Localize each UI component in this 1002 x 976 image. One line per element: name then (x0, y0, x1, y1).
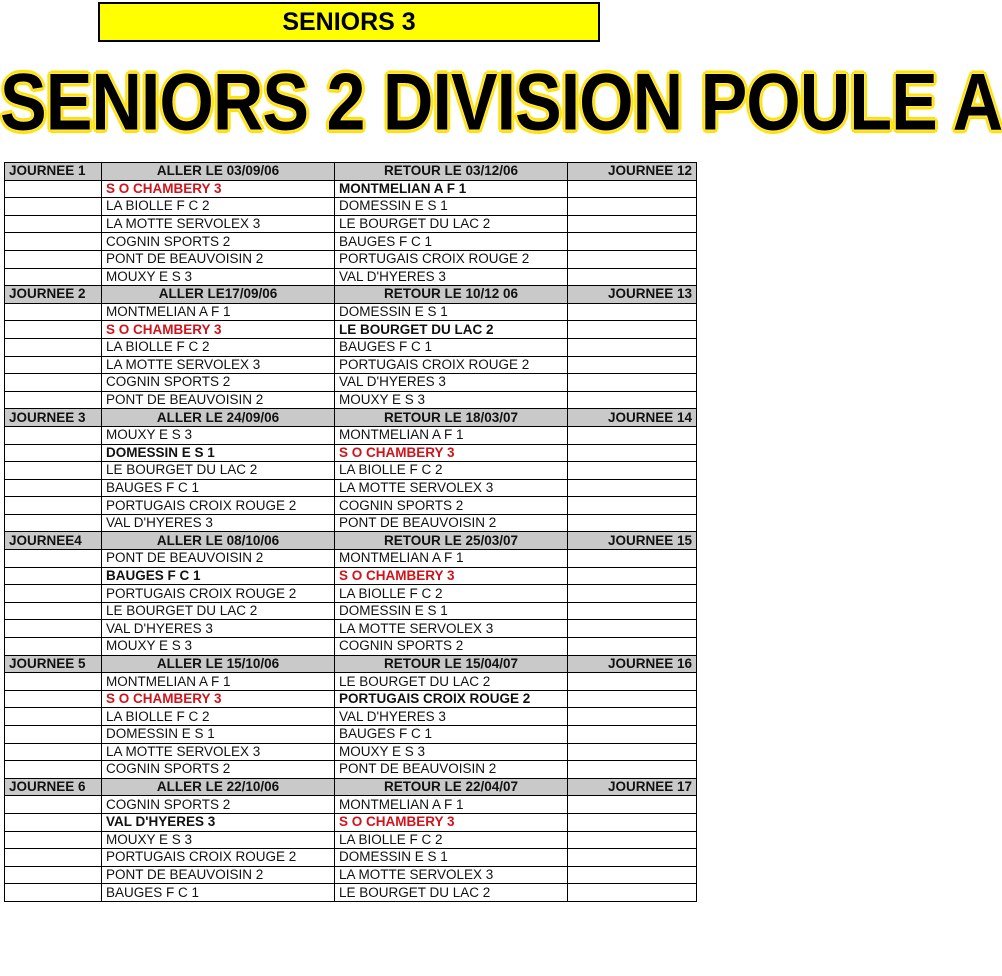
blank-cell (568, 743, 697, 761)
match-row (5, 250, 697, 268)
match-row (5, 761, 697, 779)
away-team-cell: LA MOTTE SERVOLEX 3 (335, 620, 568, 638)
home-team-cell: VAL D'HYERES 3 (102, 813, 335, 831)
away-team-cell: MOUXY E S 3 (335, 391, 568, 409)
match-row (5, 726, 697, 744)
home-team-cell: MOUXY E S 3 (102, 638, 335, 656)
match-row (5, 374, 697, 392)
match-row (5, 743, 697, 761)
home-team-cell: LA BIOLLE F C 2 (102, 198, 335, 216)
blank-cell (5, 356, 102, 374)
match-row (5, 673, 697, 691)
retour-date-label: RETOUR LE 03/12/06 (335, 163, 568, 181)
away-team-cell: MONTMELIAN A F 1 (335, 180, 568, 198)
retour-date-label: RETOUR LE 25/03/07 (335, 532, 568, 550)
blank-cell (5, 426, 102, 444)
blank-cell (568, 497, 697, 515)
blank-cell (5, 303, 102, 321)
blank-cell (568, 374, 697, 392)
away-team-cell: DOMESSIN E S 1 (335, 198, 568, 216)
aller-date-label: ALLER LE 22/10/06 (102, 778, 335, 796)
match-row (5, 831, 697, 849)
journee-right-label: JOURNEE 15 (568, 532, 697, 550)
journee-right-label: JOURNEE 13 (568, 286, 697, 304)
fixtures-table (4, 162, 697, 902)
journee-right-label: JOURNEE 12 (568, 163, 697, 181)
blank-cell (5, 620, 102, 638)
blank-cell (568, 585, 697, 603)
blank-cell (568, 514, 697, 532)
away-team-cell: VAL D'HYERES 3 (335, 708, 568, 726)
away-team-cell: COGNIN SPORTS 2 (335, 638, 568, 656)
home-team-cell: LA BIOLLE F C 2 (102, 708, 335, 726)
match-row (5, 321, 697, 339)
home-team-cell: MONTMELIAN A F 1 (102, 673, 335, 691)
away-team-cell: LE BOURGET DU LAC 2 (335, 884, 568, 902)
blank-cell (568, 338, 697, 356)
blank-cell (568, 479, 697, 497)
away-team-cell: DOMESSIN E S 1 (335, 303, 568, 321)
blank-cell (5, 321, 102, 339)
match-row (5, 444, 697, 462)
away-team-cell: MONTMELIAN A F 1 (335, 426, 568, 444)
match-row (5, 338, 697, 356)
blank-cell (5, 215, 102, 233)
blank-cell (568, 708, 697, 726)
home-team-cell: VAL D'HYERES 3 (102, 514, 335, 532)
away-team-cell: MONTMELIAN A F 1 (335, 796, 568, 814)
blank-cell (568, 180, 697, 198)
away-team-cell: LA BIOLLE F C 2 (335, 585, 568, 603)
match-row (5, 638, 697, 656)
blank-cell (5, 268, 102, 286)
match-row (5, 391, 697, 409)
away-team-cell: DOMESSIN E S 1 (335, 849, 568, 867)
blank-cell (568, 567, 697, 585)
match-row (5, 479, 697, 497)
away-team-cell: LE BOURGET DU LAC 2 (335, 215, 568, 233)
home-team-cell: BAUGES F C 1 (102, 567, 335, 585)
blank-cell (568, 426, 697, 444)
blank-cell (5, 497, 102, 515)
home-team-cell: LA BIOLLE F C 2 (102, 338, 335, 356)
home-team-cell: PONT DE BEAUVOISIN 2 (102, 391, 335, 409)
blank-cell (5, 567, 102, 585)
home-team-cell: COGNIN SPORTS 2 (102, 374, 335, 392)
journee-left-label: JOURNEE 1 (5, 163, 102, 181)
blank-cell (568, 884, 697, 902)
blank-cell (568, 602, 697, 620)
away-team-cell: PORTUGAIS CROIX ROUGE 2 (335, 356, 568, 374)
home-team-cell: PONT DE BEAUVOISIN 2 (102, 866, 335, 884)
blank-cell (5, 761, 102, 779)
aller-date-label: ALLER LE17/09/06 (102, 286, 335, 304)
blank-cell (5, 708, 102, 726)
blank-cell (5, 884, 102, 902)
blank-cell (5, 462, 102, 480)
away-team-cell: DOMESSIN E S 1 (335, 602, 568, 620)
home-team-cell: S O CHAMBERY 3 (102, 180, 335, 198)
blank-cell (568, 550, 697, 568)
match-row (5, 708, 697, 726)
home-team-cell: VAL D'HYERES 3 (102, 620, 335, 638)
blank-cell (5, 585, 102, 603)
away-team-cell: BAUGES F C 1 (335, 233, 568, 251)
blank-cell (5, 444, 102, 462)
match-row (5, 796, 697, 814)
home-team-cell: S O CHAMBERY 3 (102, 690, 335, 708)
away-team-cell: PORTUGAIS CROIX ROUGE 2 (335, 250, 568, 268)
blank-cell (568, 250, 697, 268)
aller-date-label: ALLER LE 24/09/06 (102, 409, 335, 427)
blank-cell (568, 462, 697, 480)
home-team-cell: PONT DE BEAUVOISIN 2 (102, 250, 335, 268)
blank-cell (568, 638, 697, 656)
blank-cell (5, 391, 102, 409)
away-team-cell: LA BIOLLE F C 2 (335, 831, 568, 849)
blank-cell (5, 198, 102, 216)
blank-cell (5, 180, 102, 198)
blank-cell (568, 198, 697, 216)
match-row (5, 180, 697, 198)
away-team-cell: MOUXY E S 3 (335, 743, 568, 761)
journee-right-label: JOURNEE 17 (568, 778, 697, 796)
match-row (5, 497, 697, 515)
home-team-cell: COGNIN SPORTS 2 (102, 761, 335, 779)
journee-left-label: JOURNEE 5 (5, 655, 102, 673)
aller-date-label: ALLER LE 15/10/06 (102, 655, 335, 673)
away-team-cell: LE BOURGET DU LAC 2 (335, 321, 568, 339)
blank-cell (568, 391, 697, 409)
home-team-cell: LA MOTTE SERVOLEX 3 (102, 743, 335, 761)
home-team-cell: MOUXY E S 3 (102, 426, 335, 444)
blank-cell (568, 233, 697, 251)
blank-cell (5, 514, 102, 532)
retour-date-label: RETOUR LE 15/04/07 (335, 655, 568, 673)
blank-cell (568, 356, 697, 374)
blank-cell (568, 690, 697, 708)
home-team-cell: MOUXY E S 3 (102, 268, 335, 286)
match-row (5, 514, 697, 532)
away-team-cell: LA BIOLLE F C 2 (335, 462, 568, 480)
retour-date-label: RETOUR LE 18/03/07 (335, 409, 568, 427)
blank-cell (568, 866, 697, 884)
away-team-cell: LA MOTTE SERVOLEX 3 (335, 479, 568, 497)
home-team-cell: MOUXY E S 3 (102, 831, 335, 849)
blank-cell (5, 726, 102, 744)
aller-date-label: ALLER LE 08/10/06 (102, 532, 335, 550)
away-team-cell: VAL D'HYERES 3 (335, 374, 568, 392)
blank-cell (5, 673, 102, 691)
match-row (5, 303, 697, 321)
home-team-cell: PORTUGAIS CROIX ROUGE 2 (102, 497, 335, 515)
retour-date-label: RETOUR LE 10/12 06 (335, 286, 568, 304)
away-team-cell: PONT DE BEAUVOISIN 2 (335, 761, 568, 779)
away-team-cell: LE BOURGET DU LAC 2 (335, 673, 568, 691)
round-header-row (5, 655, 697, 673)
blank-cell (568, 726, 697, 744)
blank-cell (5, 550, 102, 568)
blank-cell (5, 796, 102, 814)
blank-cell (568, 673, 697, 691)
home-team-cell: PORTUGAIS CROIX ROUGE 2 (102, 849, 335, 867)
blank-cell (568, 831, 697, 849)
match-row (5, 585, 697, 603)
blank-cell (568, 215, 697, 233)
journee-right-label: JOURNEE 14 (568, 409, 697, 427)
journee-left-label: JOURNEE4 (5, 532, 102, 550)
blank-cell (5, 233, 102, 251)
away-team-cell: S O CHAMBERY 3 (335, 813, 568, 831)
blank-cell (5, 338, 102, 356)
match-row (5, 690, 697, 708)
home-team-cell: LA MOTTE SERVOLEX 3 (102, 215, 335, 233)
aller-date-label: ALLER LE 03/09/06 (102, 163, 335, 181)
journee-left-label: JOURNEE 2 (5, 286, 102, 304)
match-row (5, 602, 697, 620)
journee-left-label: JOURNEE 3 (5, 409, 102, 427)
home-team-cell: DOMESSIN E S 1 (102, 444, 335, 462)
blank-cell (5, 743, 102, 761)
match-row (5, 813, 697, 831)
match-row (5, 268, 697, 286)
journee-right-label: JOURNEE 16 (568, 655, 697, 673)
blank-cell (568, 813, 697, 831)
blank-cell (568, 761, 697, 779)
match-row (5, 215, 697, 233)
journee-left-label: JOURNEE 6 (5, 778, 102, 796)
home-team-cell: S O CHAMBERY 3 (102, 321, 335, 339)
blank-cell (5, 849, 102, 867)
match-row (5, 462, 697, 480)
match-row (5, 426, 697, 444)
match-row (5, 356, 697, 374)
blank-cell (568, 849, 697, 867)
away-team-cell: S O CHAMBERY 3 (335, 567, 568, 585)
blank-cell (5, 813, 102, 831)
away-team-cell: VAL D'HYERES 3 (335, 268, 568, 286)
away-team-cell: MONTMELIAN A F 1 (335, 550, 568, 568)
home-team-cell: MONTMELIAN A F 1 (102, 303, 335, 321)
blank-cell (5, 638, 102, 656)
round-header-row (5, 286, 697, 304)
away-team-cell: BAUGES F C 1 (335, 726, 568, 744)
away-team-cell: PONT DE BEAUVOISIN 2 (335, 514, 568, 532)
home-team-cell: LA MOTTE SERVOLEX 3 (102, 356, 335, 374)
match-row (5, 849, 697, 867)
category-banner: SENIORS 3 (98, 2, 600, 42)
blank-cell (5, 479, 102, 497)
away-team-cell: LA MOTTE SERVOLEX 3 (335, 866, 568, 884)
blank-cell (568, 444, 697, 462)
page-title: SENIORS 2 DIVISION POULE A (0, 57, 1002, 147)
match-row (5, 620, 697, 638)
blank-cell (568, 796, 697, 814)
retour-date-label: RETOUR LE 22/04/07 (335, 778, 568, 796)
home-team-cell: BAUGES F C 1 (102, 884, 335, 902)
match-row (5, 866, 697, 884)
match-row (5, 884, 697, 902)
blank-cell (568, 303, 697, 321)
match-row (5, 550, 697, 568)
away-team-cell: COGNIN SPORTS 2 (335, 497, 568, 515)
home-team-cell: PORTUGAIS CROIX ROUGE 2 (102, 585, 335, 603)
home-team-cell: COGNIN SPORTS 2 (102, 233, 335, 251)
home-team-cell: LE BOURGET DU LAC 2 (102, 462, 335, 480)
home-team-cell: COGNIN SPORTS 2 (102, 796, 335, 814)
away-team-cell: BAUGES F C 1 (335, 338, 568, 356)
home-team-cell: PONT DE BEAUVOISIN 2 (102, 550, 335, 568)
away-team-cell: S O CHAMBERY 3 (335, 444, 568, 462)
blank-cell (568, 268, 697, 286)
match-row (5, 233, 697, 251)
blank-cell (568, 620, 697, 638)
round-header-row (5, 778, 697, 796)
blank-cell (5, 250, 102, 268)
round-header-row (5, 532, 697, 550)
match-row (5, 198, 697, 216)
round-header-row (5, 409, 697, 427)
blank-cell (5, 866, 102, 884)
blank-cell (5, 602, 102, 620)
home-team-cell: LE BOURGET DU LAC 2 (102, 602, 335, 620)
home-team-cell: BAUGES F C 1 (102, 479, 335, 497)
home-team-cell: DOMESSIN E S 1 (102, 726, 335, 744)
round-header-row (5, 163, 697, 181)
blank-cell (5, 831, 102, 849)
blank-cell (568, 321, 697, 339)
away-team-cell: PORTUGAIS CROIX ROUGE 2 (335, 690, 568, 708)
match-row (5, 567, 697, 585)
blank-cell (5, 690, 102, 708)
blank-cell (5, 374, 102, 392)
